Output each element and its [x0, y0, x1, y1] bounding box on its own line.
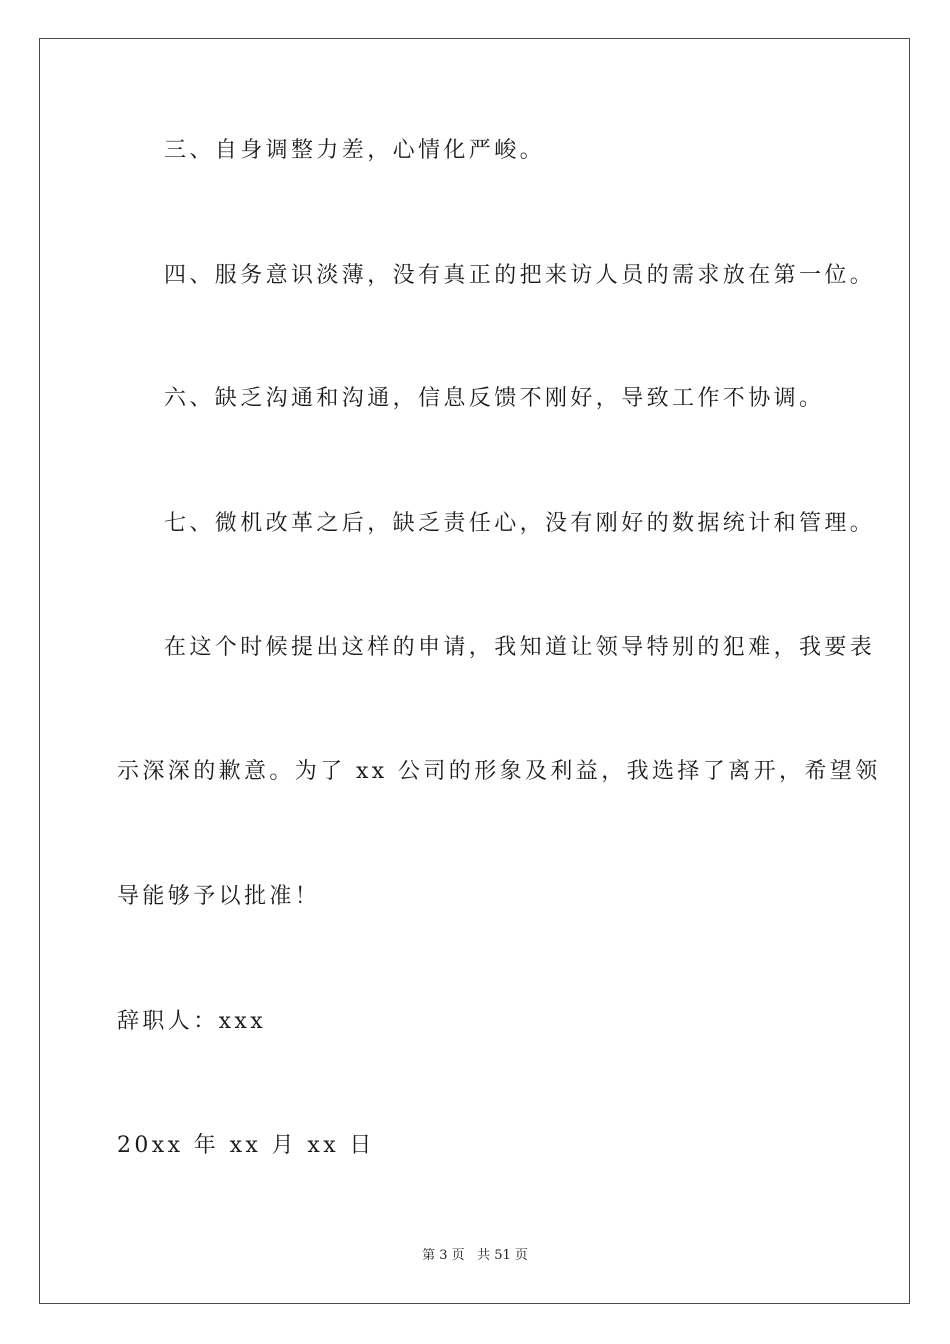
list-item: 三、自身调整力差，心情化严峻。 [164, 138, 546, 163]
page-border [39, 38, 910, 1304]
closing-paragraph-line: 示深深的歉意。为了 xx 公司的形象及利益，我选择了离开，希望领 [117, 759, 881, 784]
list-item: 七、微机改革之后，缺乏责任心，没有刚好的数据统计和管理。 [164, 511, 876, 536]
closing-paragraph-line: 导能够予以批准！ [117, 884, 321, 909]
list-item: 四、服务意识淡薄，没有真正的把来访人员的需求放在第一位。 [164, 263, 876, 288]
page-number-footer: 第 3 页 共 51 页 [422, 1248, 528, 1263]
signature-line: 辞职人：xxx [117, 1009, 267, 1034]
list-item: 六、缺乏沟通和沟通，信息反馈不刚好，导致工作不协调。 [164, 386, 825, 411]
closing-paragraph-line: 在这个时候提出这样的申请，我知道让领导特别的犯难，我要表 [164, 635, 876, 660]
date-line: 20xx 年 xx 月 xx 日 [117, 1133, 375, 1158]
